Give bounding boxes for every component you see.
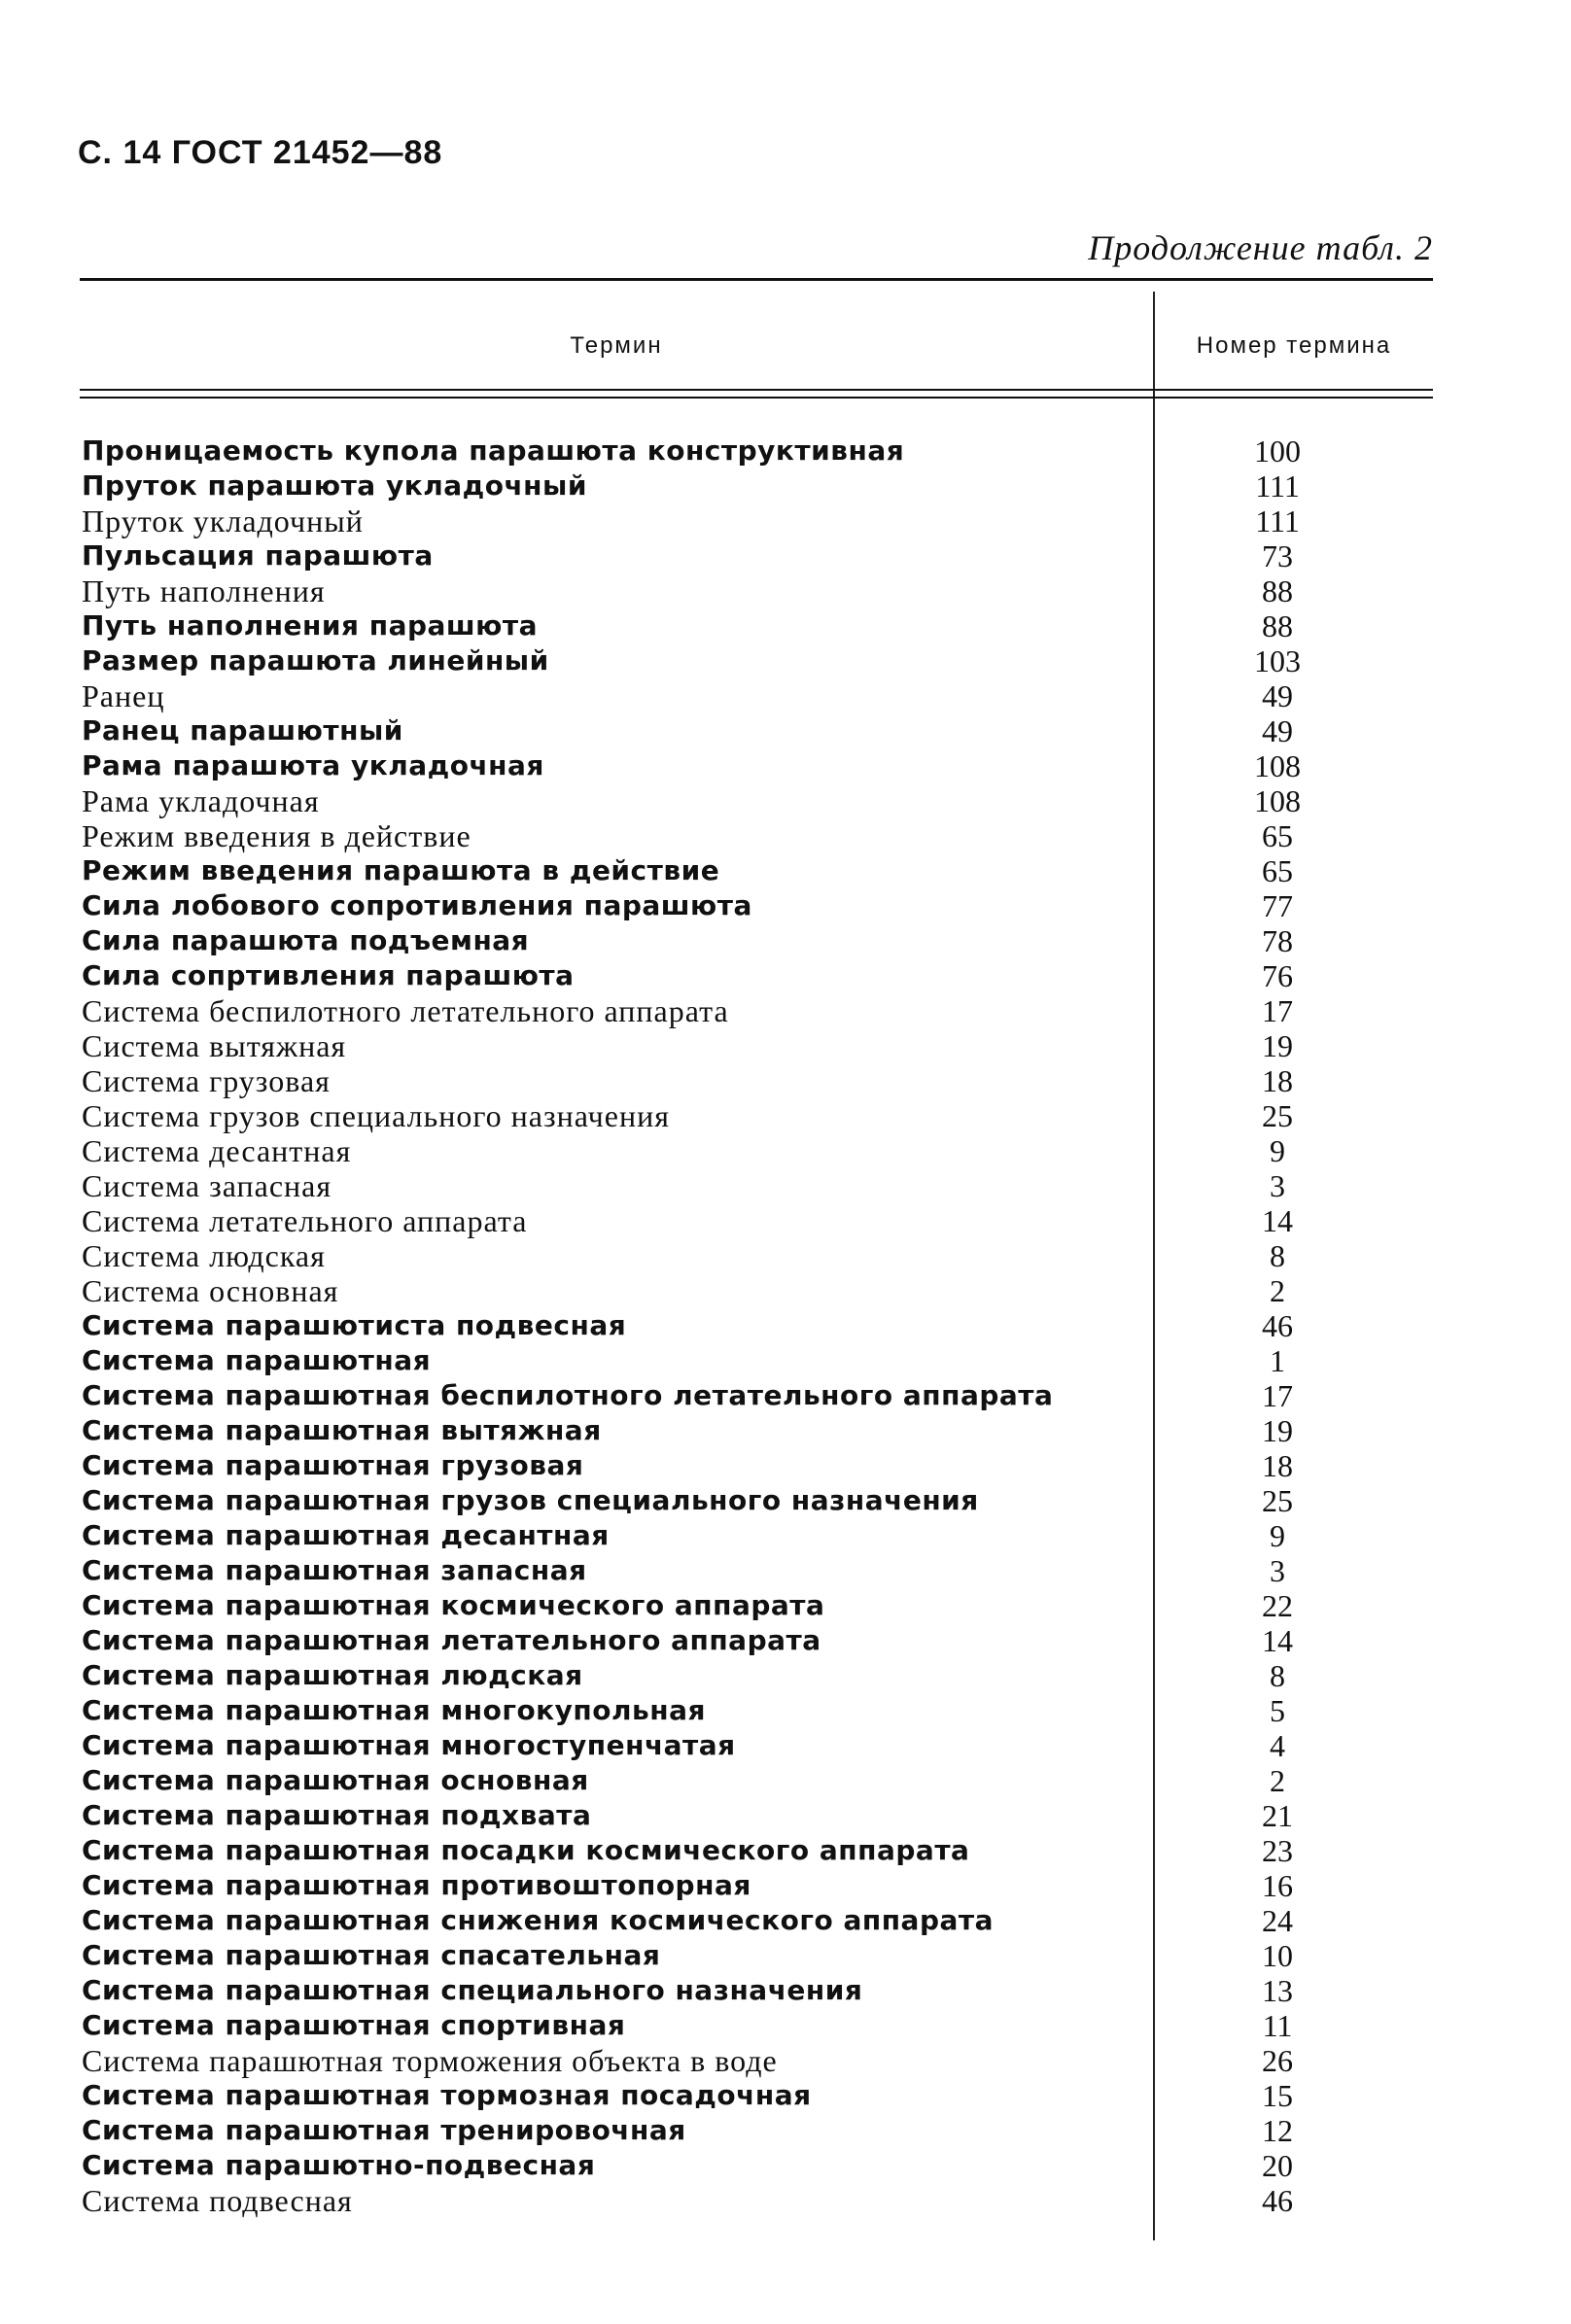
term-text: Путь наполнения парашюта <box>82 609 538 642</box>
table-row <box>82 1378 1345 1413</box>
term-number: 20 <box>1262 2148 1293 2183</box>
term-text: Система парашютная людская <box>82 1659 583 1691</box>
term-text: Система парашютная беспилотного летательного аппарата <box>82 1379 1054 1411</box>
term-number: 8 <box>1270 1238 1285 1273</box>
term-number: 49 <box>1262 713 1293 748</box>
term-number: 19 <box>1262 1028 1293 1063</box>
term-text: Система парашютная торможения объекта в воде <box>82 2043 778 2078</box>
term-text: Система грузовая <box>82 1063 331 1098</box>
term-number: 8 <box>1270 1658 1285 1693</box>
term-number: 22 <box>1262 1588 1293 1623</box>
table-row <box>82 1728 1345 1763</box>
term-text: Система парашютная снижения космического аппарата <box>82 1904 994 1936</box>
table-row <box>82 748 1345 783</box>
table-row <box>82 2183 1345 2218</box>
term-text: Рама укладочная <box>82 783 320 818</box>
terms-table-body <box>82 434 1345 2218</box>
term-text: Система парашютная противоштопорная <box>82 1869 751 1901</box>
term-number: 3 <box>1270 1168 1285 1203</box>
table-row <box>82 678 1345 713</box>
term-text: Система парашютная <box>82 1344 432 1376</box>
term-number: 2 <box>1270 1273 1285 1308</box>
table-row <box>82 783 1345 818</box>
term-number: 77 <box>1262 888 1293 923</box>
table-row <box>82 818 1345 853</box>
term-number: 3 <box>1270 1553 1285 1588</box>
term-text: Система парашютная спасательная <box>82 1939 661 1971</box>
table-row <box>82 1868 1345 1903</box>
term-number: 88 <box>1262 573 1293 608</box>
table-top-rule <box>80 278 1433 281</box>
table-row <box>82 434 1345 468</box>
term-text: Режим введения парашюта в действие <box>82 854 720 886</box>
term-number: 111 <box>1255 468 1300 503</box>
header-rule <box>80 397 1433 399</box>
table-row <box>82 2008 1345 2043</box>
term-number: 65 <box>1262 853 1293 888</box>
term-number: 14 <box>1262 1623 1293 1658</box>
term-number: 16 <box>1262 1868 1293 1903</box>
table-row <box>82 1553 1345 1588</box>
table-row <box>82 1343 1345 1378</box>
term-number: 46 <box>1262 1308 1293 1343</box>
term-number: 23 <box>1262 1833 1293 1868</box>
table-row <box>82 1588 1345 1623</box>
term-number: 73 <box>1262 538 1293 573</box>
term-text: Система грузов специального назначения <box>82 1098 670 1133</box>
term-number: 4 <box>1270 1728 1285 1763</box>
table-row <box>82 2078 1345 2113</box>
table-row <box>82 1938 1345 1973</box>
term-number: 111 <box>1255 503 1300 538</box>
table-row <box>82 608 1345 643</box>
table-row <box>82 1308 1345 1343</box>
table-row <box>82 1623 1345 1658</box>
table-row <box>82 2113 1345 2148</box>
term-number: 9 <box>1270 1518 1285 1553</box>
table-row <box>82 1238 1345 1273</box>
term-text: Система парашютно-подвесная <box>82 2149 596 2181</box>
term-number: 78 <box>1262 923 1293 958</box>
column-header-term: Термин <box>570 332 663 359</box>
column-header-number: Номер термина <box>1196 332 1392 359</box>
term-number: 5 <box>1270 1693 1285 1728</box>
term-text: Система людская <box>82 1238 326 1273</box>
term-text: Пруток укладочный <box>82 503 364 538</box>
table-row <box>82 713 1345 748</box>
table-row <box>82 1693 1345 1728</box>
term-text: Система парашютная космического аппарата <box>82 1589 825 1621</box>
term-number: 14 <box>1262 1203 1293 1238</box>
term-text: Система парашютная посадки космического аппарата <box>82 1834 970 1866</box>
term-text: Размер парашюта линейный <box>82 644 549 676</box>
term-text: Система парашютная запасная <box>82 1554 587 1586</box>
term-number: 10 <box>1262 1938 1293 1973</box>
term-number: 18 <box>1262 1063 1293 1098</box>
term-text: Ранец <box>82 678 165 713</box>
term-text: Ранец парашютный <box>82 714 403 746</box>
term-number: 9 <box>1270 1133 1285 1168</box>
table-row <box>82 1518 1345 1553</box>
term-number: 100 <box>1254 434 1301 468</box>
term-text: Система парашютиста подвесная <box>82 1309 627 1341</box>
table-row <box>82 853 1345 888</box>
term-text: Режим введения в действие <box>82 818 471 853</box>
term-number: 26 <box>1262 2043 1293 2078</box>
term-number: 17 <box>1262 1378 1293 1413</box>
table-row <box>82 1028 1345 1063</box>
header-rule <box>80 389 1433 391</box>
term-number: 108 <box>1254 748 1301 783</box>
table-row <box>82 1273 1345 1308</box>
table-row <box>82 1098 1345 1133</box>
term-number: 46 <box>1262 2183 1293 2218</box>
table-row <box>82 538 1345 573</box>
table-row <box>82 1448 1345 1483</box>
term-text: Система основная <box>82 1273 339 1308</box>
term-text: Система парашютная многокупольная <box>82 1694 706 1726</box>
table-row <box>82 1168 1345 1203</box>
table-row <box>82 888 1345 923</box>
term-text: Сила лобового сопротивления парашюта <box>82 889 752 921</box>
table-row <box>82 1973 1345 2008</box>
term-text: Проницаемость купола парашюта конструктивная <box>82 434 905 467</box>
term-text: Система десантная <box>82 1133 352 1168</box>
table-row <box>82 1798 1345 1833</box>
table-continuation-label: Продолжение табл. 2 <box>1088 228 1433 267</box>
term-text: Система беспилотного летательного аппарата <box>82 993 729 1028</box>
term-text: Система парашютная грузовая <box>82 1449 584 1481</box>
term-number: 19 <box>1262 1413 1293 1448</box>
table-row <box>82 1658 1345 1693</box>
term-text: Система парашютная вытяжная <box>82 1414 602 1446</box>
table-row <box>82 1203 1345 1238</box>
term-text: Система парашютная тренировочная <box>82 2114 686 2146</box>
term-number: 25 <box>1262 1098 1293 1133</box>
table-row <box>82 643 1345 678</box>
term-number: 12 <box>1262 2113 1293 2148</box>
term-number: 13 <box>1262 1973 1293 2008</box>
term-text: Система парашютная летательного аппарата <box>82 1624 821 1656</box>
table-row <box>82 1903 1345 1938</box>
term-text: Система запасная <box>82 1168 332 1203</box>
term-number: 76 <box>1262 958 1293 993</box>
term-text: Рама парашюта укладочная <box>82 749 544 781</box>
table-row <box>82 2043 1345 2078</box>
term-text: Система парашютная основная <box>82 1764 589 1796</box>
term-number: 21 <box>1262 1798 1293 1833</box>
term-text: Система парашютная многоступенчатая <box>82 1729 736 1761</box>
term-number: 103 <box>1254 643 1301 678</box>
term-number: 18 <box>1262 1448 1293 1483</box>
term-number: 49 <box>1262 678 1293 713</box>
table-row <box>82 1763 1345 1798</box>
table-row <box>82 923 1345 958</box>
table-row <box>82 1063 1345 1098</box>
term-text: Пульсация парашюта <box>82 539 434 572</box>
term-text: Система парашютная подхвата <box>82 1799 592 1831</box>
table-row <box>82 1833 1345 1868</box>
term-text: Система парашютная специального назначения <box>82 1974 863 2006</box>
term-number: 2 <box>1270 1763 1285 1798</box>
table-row <box>82 1483 1345 1518</box>
table-row <box>82 958 1345 993</box>
table-row <box>82 573 1345 608</box>
table-row <box>82 1413 1345 1448</box>
term-number: 11 <box>1262 2008 1293 2043</box>
term-text: Система парашютная тормозная посадочная <box>82 2079 812 2111</box>
term-text: Сила сопртивления парашюта <box>82 959 575 991</box>
term-text: Система вытяжная <box>82 1028 347 1063</box>
term-number: 15 <box>1262 2078 1293 2113</box>
table-row <box>82 993 1345 1028</box>
term-text: Путь наполнения <box>82 573 326 608</box>
term-text: Система парашютная грузов специального назначения <box>82 1484 979 1516</box>
term-text: Система парашютная десантная <box>82 1519 610 1551</box>
term-text: Пруток парашюта укладочный <box>82 469 587 502</box>
page-header: С. 14 ГОСТ 21452—88 <box>78 134 443 171</box>
term-number: 65 <box>1262 818 1293 853</box>
term-text: Система подвесная <box>82 2183 353 2218</box>
table-row <box>82 503 1345 538</box>
term-text: Сила парашюта подъемная <box>82 924 530 956</box>
table-row <box>82 2148 1345 2183</box>
term-number: 1 <box>1270 1343 1285 1378</box>
term-number: 25 <box>1262 1483 1293 1518</box>
table-row <box>82 468 1345 503</box>
term-number: 88 <box>1262 608 1293 643</box>
term-number: 24 <box>1262 1903 1293 1938</box>
term-number: 17 <box>1262 993 1293 1028</box>
term-number: 108 <box>1254 783 1301 818</box>
table-row <box>82 1133 1345 1168</box>
term-text: Система парашютная спортивная <box>82 2009 626 2041</box>
term-text: Система летательного аппарата <box>82 1203 528 1238</box>
